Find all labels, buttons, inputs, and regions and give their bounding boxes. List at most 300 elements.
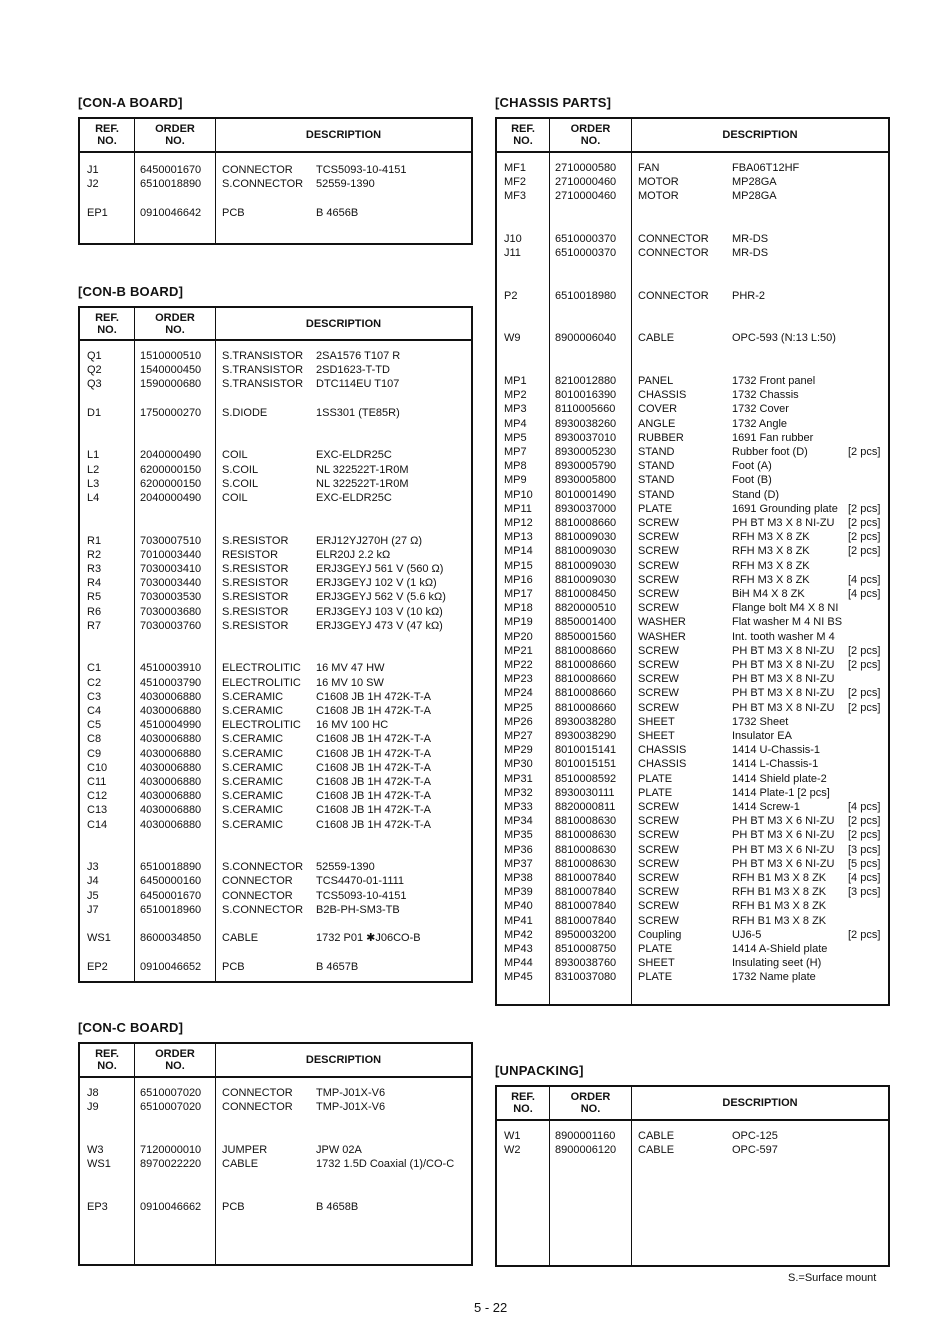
part-spec: JPW 02A <box>316 1143 362 1156</box>
order-no: 8930030111 <box>555 786 615 799</box>
table-row <box>216 917 471 931</box>
part-spec: 1691 Grounding plate <box>732 502 838 515</box>
ref-no <box>80 1130 87 1142</box>
table-row <box>550 402 631 416</box>
table-row <box>550 246 631 260</box>
table-row <box>497 743 549 757</box>
table-row <box>135 633 215 647</box>
table-row <box>135 1185 215 1199</box>
order-no: 1510000510 <box>140 350 202 362</box>
ref-no: C10 <box>87 761 108 774</box>
table-row <box>135 860 215 874</box>
table-row <box>135 874 215 888</box>
order-no: 6200000150 <box>140 477 202 490</box>
table-row <box>550 615 631 629</box>
order-no <box>550 361 555 373</box>
part-quantity: [4 pcs] <box>848 872 881 884</box>
part-spec: Insulator EA <box>732 730 792 742</box>
table-row <box>497 729 549 743</box>
table-row <box>135 177 215 191</box>
table-header <box>80 119 471 153</box>
ref-no: MP43 <box>504 943 533 955</box>
table-row <box>80 661 134 675</box>
table-row <box>550 871 631 885</box>
ref-no <box>497 205 504 217</box>
table-row <box>497 701 549 715</box>
order-no: 8820000510 <box>555 602 617 615</box>
part-type: SCREW <box>638 644 679 657</box>
part-spec: OPC-593 (N:13 L:50) <box>732 332 836 345</box>
part-spec: 1732 Cover <box>732 403 789 416</box>
order-no: 4030006880 <box>140 705 202 717</box>
table-row <box>80 903 134 917</box>
part-spec: 52559-1390 <box>316 861 375 874</box>
table-row <box>80 1129 134 1143</box>
ref-no: MP20 <box>504 630 533 643</box>
table-row <box>497 1143 549 1157</box>
table-row <box>497 516 549 530</box>
table-row <box>80 548 134 562</box>
ref-no <box>80 435 87 447</box>
table-row <box>216 420 471 434</box>
table-row <box>497 786 549 800</box>
table-row <box>80 917 134 931</box>
table-row <box>80 562 134 576</box>
table-row <box>216 676 471 690</box>
part-spec: C1608 JB 1H 472K-T-A <box>316 818 431 831</box>
table-row <box>80 406 134 420</box>
part-spec: PHR-2 <box>732 289 766 302</box>
order-no: 8010015141 <box>555 744 617 757</box>
description-header: DESCRIPTION <box>722 1097 798 1109</box>
table-row <box>497 275 549 289</box>
table-row <box>80 647 134 661</box>
order-no: 8510008750 <box>555 943 617 955</box>
order-no: 8510008592 <box>555 772 617 785</box>
order-no: 4030006880 <box>140 733 202 746</box>
table-row <box>135 605 215 619</box>
part-type: CABLE <box>638 332 675 345</box>
table-row <box>135 534 215 548</box>
part-type: SCREW <box>638 829 679 842</box>
table-row <box>135 960 215 974</box>
part-type: S.RESISTOR <box>222 605 289 618</box>
description-header: DESCRIPTION <box>305 129 382 141</box>
ref-no: R7 <box>87 619 102 632</box>
table-row <box>216 1171 471 1185</box>
table-row <box>80 1200 134 1214</box>
order-no: 8810008450 <box>555 588 617 600</box>
order-no <box>135 520 140 532</box>
table-row <box>80 775 134 789</box>
table-row <box>216 448 471 462</box>
part-quantity: [4 pcs] <box>848 588 881 600</box>
part-spec: 16 MV 47 HW <box>316 662 385 675</box>
part-type: CABLE <box>638 1144 675 1157</box>
table-row <box>80 1100 134 1114</box>
table-row <box>497 161 549 175</box>
part-spec: ERJ3GEYJ 473 V (47 kΩ) <box>316 619 443 632</box>
table-row <box>632 346 888 360</box>
table-row <box>497 260 549 274</box>
order-no: 8930037010 <box>555 431 617 444</box>
table-row <box>80 163 134 177</box>
ref-no: C11 <box>87 776 107 788</box>
order-no <box>550 219 555 231</box>
ref-no: L1 <box>87 449 100 462</box>
part-spec: RFH B1 M3 X 8 ZK <box>732 900 827 913</box>
table-row <box>80 1086 134 1100</box>
ref-no-header: REF. NO. <box>497 1087 550 1119</box>
part-spec: RFH M3 X 8 ZK <box>732 531 810 544</box>
part-type: S.COIL <box>222 477 259 490</box>
section-title: [CON-C BOARD] <box>78 1020 184 1035</box>
order-no: 7030003680 <box>140 605 202 618</box>
table-row <box>80 177 134 191</box>
table-row <box>80 874 134 888</box>
part-type: CONNECTOR <box>222 889 293 902</box>
table-row <box>550 473 631 487</box>
table-row <box>632 360 888 374</box>
order-no: 0910046652 <box>140 960 202 973</box>
order-no: 6450001670 <box>140 164 202 176</box>
table-row <box>497 843 549 857</box>
table-row <box>135 846 215 860</box>
part-spec: MR-DS <box>732 247 769 260</box>
table-row <box>497 559 549 573</box>
table-row <box>135 889 215 903</box>
ref-no-header: REF. NO. <box>80 1044 135 1076</box>
table-row <box>497 587 549 601</box>
ref-no: MP40 <box>504 900 533 913</box>
order-no: 8930005230 <box>555 446 617 458</box>
table-row <box>632 885 888 899</box>
part-type: WASHER <box>638 630 686 643</box>
ref-no: MP1 <box>504 375 527 387</box>
table-row <box>550 800 631 814</box>
ref-no: MP2 <box>504 389 527 402</box>
order-no: 7030003760 <box>140 619 202 632</box>
part-type: S.TRANSISTOR <box>222 350 304 362</box>
part-type: CONNECTOR <box>638 247 709 260</box>
part-type: PLATE <box>638 786 673 799</box>
part-spec: RFH B1 M3 X 8 ZK <box>732 886 827 899</box>
ref-no: MP13 <box>504 531 533 544</box>
table-row <box>550 232 631 246</box>
table-row <box>550 757 631 771</box>
order-no: 6450001670 <box>140 889 202 902</box>
order-no-header: ORDER NO. <box>550 1087 632 1119</box>
table-row <box>80 718 134 732</box>
table-row <box>497 772 549 786</box>
part-spec: ERJ12YJ270H (27 Ω) <box>316 534 423 547</box>
table-row <box>550 928 631 942</box>
order-no: 4510004990 <box>140 719 202 732</box>
part-type: SCREW <box>638 602 679 615</box>
order-column <box>135 341 216 981</box>
ref-no: WS1 <box>87 1158 111 1170</box>
unpacking-section <box>495 1062 890 1267</box>
table-row <box>135 491 215 505</box>
part-spec: RFH B1 M3 X 8 ZK <box>732 872 827 884</box>
table-row <box>497 899 549 913</box>
table-row <box>632 800 888 814</box>
table-body <box>497 153 888 1004</box>
table-row <box>80 206 134 220</box>
description-column <box>632 1121 888 1265</box>
table-row <box>216 633 471 647</box>
table-row <box>216 846 471 860</box>
order-no: 8930038280 <box>555 715 617 728</box>
ref-no: MP41 <box>504 914 533 927</box>
table-row <box>135 406 215 420</box>
ref-no <box>497 261 504 273</box>
ref-no: MP3 <box>504 403 527 416</box>
part-spec: C1608 JB 1H 472K-T-A <box>316 761 431 774</box>
ref-no: R3 <box>87 563 102 575</box>
part-type: CHASSIS <box>638 758 687 771</box>
table-row <box>216 163 471 177</box>
ref-no: MP21 <box>504 644 533 657</box>
ref-no: MP12 <box>504 517 533 529</box>
table-row <box>80 619 134 633</box>
table-body <box>80 1078 471 1264</box>
table-row <box>550 658 631 672</box>
table-row <box>632 857 888 871</box>
table-row <box>632 928 888 942</box>
part-type: S.CERAMIC <box>222 776 284 788</box>
table-row <box>550 417 631 431</box>
ref-no <box>80 421 87 433</box>
part-spec: TMP-J01X-V6 <box>316 1087 386 1099</box>
table-row <box>216 349 471 363</box>
table-row <box>550 516 631 530</box>
table-row <box>550 743 631 757</box>
ref-no: Q2 <box>87 364 102 377</box>
part-type: SCREW <box>638 673 679 686</box>
ref-no: C8 <box>87 733 102 746</box>
ref-no: MP34 <box>504 815 533 828</box>
table-body <box>80 341 471 981</box>
table-row <box>80 747 134 761</box>
part-type: S.CERAMIC <box>222 733 284 746</box>
ref-no: D1 <box>87 406 102 419</box>
table-row <box>216 206 471 220</box>
table-row <box>632 587 888 601</box>
ref-no: MP9 <box>504 474 527 487</box>
table-row <box>497 544 549 558</box>
table-row <box>497 857 549 871</box>
table-row <box>550 303 631 317</box>
part-type: JUMPER <box>222 1143 268 1156</box>
table-row <box>550 899 631 913</box>
ref-no <box>80 946 87 958</box>
part-type: S.CERAMIC <box>222 761 284 774</box>
table-row <box>216 1129 471 1143</box>
order-no <box>550 304 555 316</box>
part-type: S.RESISTOR <box>222 577 289 590</box>
table-row <box>550 189 631 203</box>
table-row <box>497 914 549 928</box>
table-row <box>80 732 134 746</box>
part-type: SCREW <box>638 588 679 600</box>
ref-no <box>80 1186 87 1198</box>
ref-no: MP14 <box>504 545 533 558</box>
table-row <box>216 434 471 448</box>
ref-no: W2 <box>504 1144 521 1157</box>
table-row <box>80 818 134 832</box>
table-row <box>632 317 888 331</box>
part-type: SCREW <box>638 687 679 700</box>
order-no: 6510018890 <box>140 178 202 191</box>
table-row <box>550 914 631 928</box>
table-row <box>632 488 888 502</box>
table-row <box>135 377 215 391</box>
part-type: STAND <box>638 460 675 473</box>
table-row <box>216 775 471 789</box>
table-row <box>550 544 631 558</box>
ref-no: MP31 <box>504 772 533 785</box>
table-row <box>550 644 631 658</box>
order-no: 6510018960 <box>140 903 202 916</box>
part-type: SCREW <box>638 815 679 828</box>
table-row <box>216 406 471 420</box>
ref-no: MP30 <box>504 758 533 771</box>
table-row <box>497 317 549 331</box>
table-row <box>632 573 888 587</box>
part-quantity: [3 pcs] <box>848 843 881 856</box>
table-row <box>497 232 549 246</box>
table-row <box>497 346 549 360</box>
part-quantity: [3 pcs] <box>848 886 881 899</box>
order-no: 8820000811 <box>555 801 616 813</box>
surface-mount-footnote: S.=Surface mount <box>788 1272 877 1284</box>
table-row <box>550 488 631 502</box>
table-row <box>216 619 471 633</box>
table-row <box>550 772 631 786</box>
table-row <box>497 885 549 899</box>
part-type: S.CONNECTOR <box>222 178 304 191</box>
table-row <box>497 871 549 885</box>
table-row <box>80 803 134 817</box>
ref-no: C14 <box>87 818 108 831</box>
table-row <box>497 630 549 644</box>
table-row <box>80 860 134 874</box>
page-number: 5 - 22 <box>474 1300 508 1315</box>
table-row <box>80 633 134 647</box>
table-row <box>550 346 631 360</box>
ref-no: C13 <box>87 804 108 817</box>
part-spec: B 4656B <box>316 206 359 219</box>
ref-no: EP1 <box>87 206 108 219</box>
part-type: SCREW <box>638 559 679 572</box>
order-no: 8810008660 <box>555 673 617 686</box>
parts-table <box>78 306 473 983</box>
table-row <box>550 715 631 729</box>
table-row <box>135 519 215 533</box>
order-no: 2040000490 <box>140 449 202 462</box>
part-type: S.TRANSISTOR <box>222 364 304 377</box>
table-row <box>135 1129 215 1143</box>
order-no <box>135 648 140 660</box>
order-no: 8210012880 <box>555 375 617 387</box>
order-no: 8950003200 <box>555 928 617 941</box>
ref-no: MF2 <box>504 176 526 189</box>
part-quantity: [2 pcs] <box>848 517 881 529</box>
order-no: 6510000370 <box>555 233 617 245</box>
ref-no: MP22 <box>504 659 533 671</box>
table-row <box>135 704 215 718</box>
part-type: S.CERAMIC <box>222 818 284 831</box>
ref-no <box>497 219 504 231</box>
table-row <box>497 828 549 842</box>
table-row <box>80 846 134 860</box>
table-row <box>216 605 471 619</box>
table-row <box>497 331 549 345</box>
table-row <box>550 956 631 970</box>
table-row <box>632 459 888 473</box>
table-row <box>550 317 631 331</box>
table-row <box>216 491 471 505</box>
part-type: CONNECTOR <box>638 233 709 245</box>
table-row <box>135 619 215 633</box>
ref-no: MP33 <box>504 801 533 813</box>
part-type: ELECTROLITIC <box>222 662 301 675</box>
part-type: CABLE <box>638 1130 675 1142</box>
table-row <box>135 676 215 690</box>
part-type: SCREW <box>638 914 679 927</box>
order-no: 4030006880 <box>140 776 202 788</box>
ref-no: WS1 <box>87 932 111 945</box>
order-no: 4030006880 <box>140 761 202 774</box>
part-spec: ERJ3GEYJ 102 V (1 kΩ) <box>316 577 437 590</box>
table-row <box>80 363 134 377</box>
table-row <box>135 931 215 945</box>
part-spec: B2B-PH-SM3-TB <box>316 903 400 916</box>
con-b-board-section <box>78 283 473 983</box>
table-row <box>497 189 549 203</box>
part-spec: RFH M3 X 8 ZK <box>732 545 810 558</box>
ref-no: MP42 <box>504 928 533 941</box>
part-spec: 16 MV 10 SW <box>316 676 384 689</box>
table-row <box>497 757 549 771</box>
table-row <box>135 590 215 604</box>
table-row <box>497 289 549 303</box>
table-row <box>632 445 888 459</box>
table-row <box>135 761 215 775</box>
table-row <box>497 445 549 459</box>
order-no: 8810008660 <box>555 644 617 657</box>
table-row <box>80 434 134 448</box>
part-type: S.CERAMIC <box>222 690 284 703</box>
table-row <box>497 218 549 232</box>
order-no: 1590000680 <box>140 378 202 391</box>
table-row <box>632 260 888 274</box>
table-row <box>497 246 549 260</box>
table-row <box>135 661 215 675</box>
table-row <box>497 672 549 686</box>
part-spec: C1608 JB 1H 472K-T-A <box>316 690 431 703</box>
order-no: 8010016390 <box>555 389 617 402</box>
part-spec: PH BT M3 X 8 NI-ZU <box>732 701 835 714</box>
table-row <box>550 204 631 218</box>
table-row <box>135 448 215 462</box>
table-row <box>632 232 888 246</box>
table-body <box>80 153 471 243</box>
part-spec: B 4657B <box>316 960 359 973</box>
table-row <box>497 431 549 445</box>
ref-no-header: REF. NO. <box>80 119 135 151</box>
